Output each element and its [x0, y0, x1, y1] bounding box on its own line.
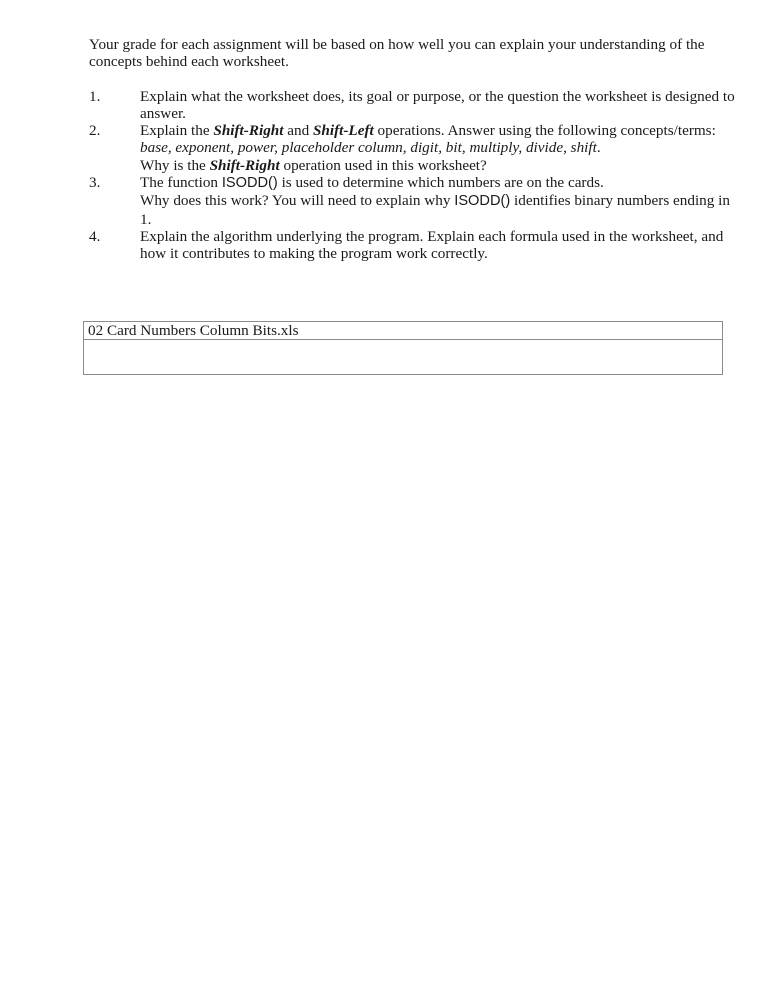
- question-list: [89, 87, 735, 263]
- table-body-row: [84, 340, 723, 375]
- term-shift-right: Shift-Right: [213, 122, 284, 140]
- list-item-3: [89, 174, 740, 228]
- terms-list-a: base, exponent, power, placeholder column, digit, bit: [140, 139, 462, 157]
- text-run: and: [283, 122, 313, 140]
- answer-cell[interactable]: [84, 340, 723, 375]
- worksheet-file-table: [83, 321, 723, 375]
- item-number: 1.: [89, 87, 101, 105]
- item-number: 4.: [89, 227, 101, 245]
- item-text: [140, 174, 740, 192]
- item-number: 3.: [89, 174, 101, 192]
- function-name: ISODD(): [454, 193, 511, 210]
- terms-list-b: multiply, divide, shift: [469, 139, 597, 157]
- list-item-2: [89, 122, 740, 174]
- text-run: ,: [461, 139, 470, 157]
- item-text: Explain the algorithm underlying the program. Explain each formula used in the worksheet, and how it contributes to making the program work correctly.: [140, 227, 724, 263]
- document-page: [89, 36, 735, 263]
- function-name: ISODD(): [221, 175, 278, 192]
- text-run: The function: [140, 174, 222, 192]
- text-run: Why does this work? You will need to explain why: [140, 192, 455, 210]
- item-question: [140, 157, 740, 174]
- item-question: [140, 192, 740, 228]
- text-run: operations. Answer using the following concepts/terms:: [373, 122, 716, 140]
- term-shift-left: Shift-Left: [312, 122, 374, 140]
- intro-paragraph: Your grade for each assignment will be based on how well you can explain your understanding of the concepts behind each worksheet.: [89, 36, 705, 71]
- text-run: Why is the: [140, 156, 210, 174]
- text-run: is used to determine which numbers are on the cards.: [277, 174, 604, 192]
- text-run: .: [596, 139, 601, 157]
- text-run: operation used in this worksheet?: [279, 156, 487, 174]
- text-run: identifies binary numbers ending in 1.: [140, 192, 730, 228]
- table-header-row: [84, 322, 723, 340]
- list-item-1: [89, 88, 740, 123]
- file-name-cell: 02 Card Numbers Column Bits.xls: [84, 322, 723, 340]
- list-item-4: [89, 228, 740, 263]
- text-run: Explain the: [140, 122, 214, 140]
- item-number: 2.: [89, 122, 101, 140]
- item-text: [140, 122, 740, 157]
- term-shift-right: Shift-Right: [209, 156, 280, 174]
- item-text: Explain what the worksheet does, its goal or purpose, or the question the worksheet is designed to answer.: [140, 87, 735, 122]
